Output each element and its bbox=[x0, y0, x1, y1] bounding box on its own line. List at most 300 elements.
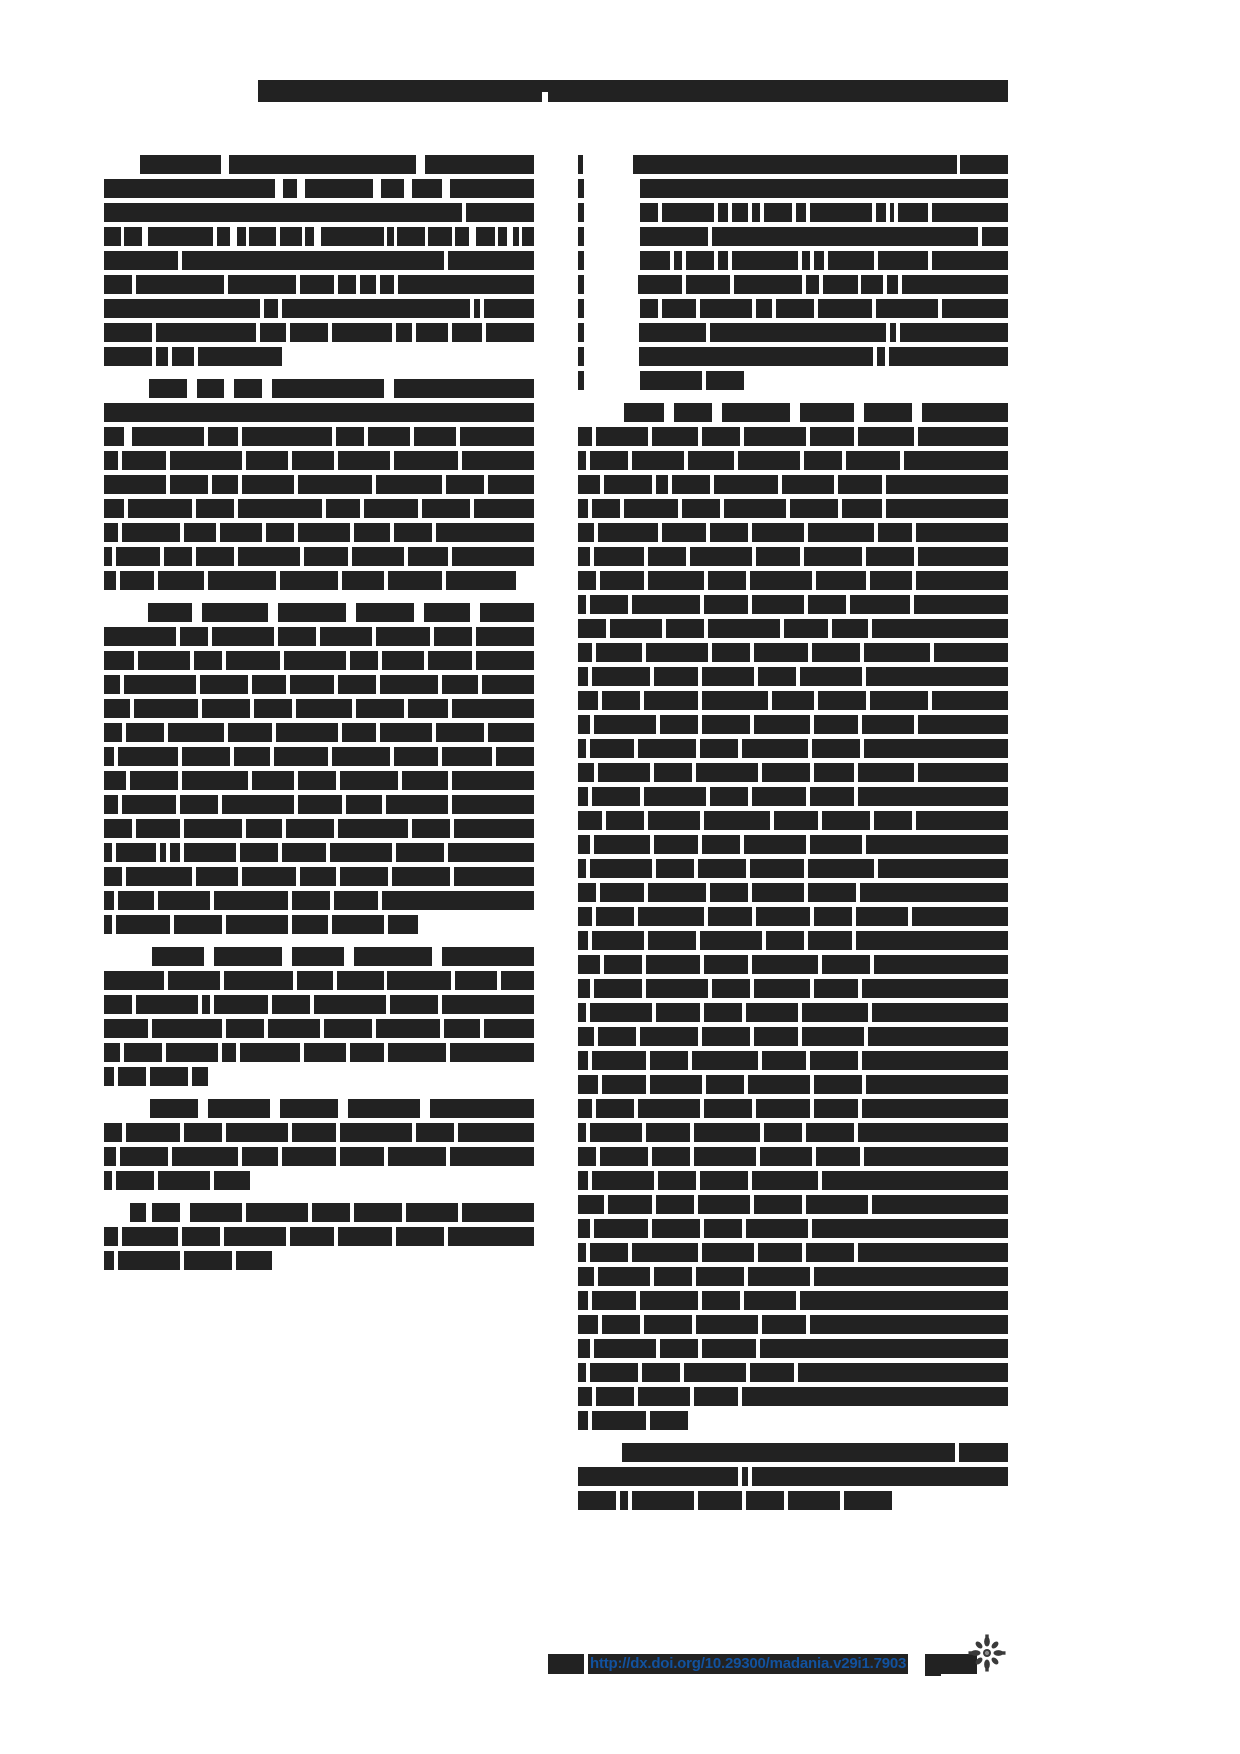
redacted-word bbox=[598, 1267, 650, 1286]
redacted-word bbox=[578, 1195, 604, 1214]
redacted-word bbox=[810, 1315, 862, 1334]
redacted-word bbox=[578, 475, 600, 494]
redacted-line bbox=[104, 499, 534, 518]
redacted-word bbox=[912, 907, 960, 926]
redacted-line bbox=[104, 699, 534, 718]
redacted-word bbox=[578, 1171, 588, 1190]
redacted-word bbox=[764, 1123, 802, 1142]
redacted-word bbox=[228, 723, 272, 742]
redacted-word bbox=[260, 323, 286, 342]
redacted-word bbox=[578, 1003, 586, 1022]
redacted-word bbox=[394, 379, 534, 398]
redacted-word bbox=[870, 691, 928, 710]
redacted-word bbox=[706, 1075, 744, 1094]
redacted-word bbox=[814, 979, 858, 998]
redacted-word bbox=[292, 451, 334, 470]
redacted-word bbox=[877, 347, 885, 366]
redacted-line bbox=[578, 691, 1008, 710]
redacted-word bbox=[756, 907, 810, 926]
redacted-word bbox=[932, 251, 970, 270]
redacted-word bbox=[104, 1171, 112, 1190]
redacted-word bbox=[808, 1387, 1008, 1406]
redacted-word bbox=[918, 427, 966, 446]
redacted-word bbox=[590, 1003, 652, 1022]
redacted-line bbox=[104, 475, 534, 494]
redacted-word bbox=[638, 1387, 690, 1406]
redacted-word bbox=[732, 203, 748, 222]
redacted-word bbox=[412, 179, 442, 198]
redacted-word bbox=[196, 499, 234, 518]
redacted-word bbox=[522, 323, 534, 342]
redacted-word bbox=[510, 251, 534, 270]
redacted-word bbox=[804, 547, 862, 566]
redacted-line bbox=[578, 787, 1008, 806]
redacted-word bbox=[702, 1027, 750, 1046]
redacted-word bbox=[856, 1219, 1008, 1238]
redacted-line bbox=[104, 547, 534, 566]
redacted-word bbox=[396, 323, 412, 342]
word-gap bbox=[584, 275, 638, 294]
doi-link[interactable]: http://dx.doi.org/10.29300/madania.v29i1.7903 bbox=[590, 1655, 907, 1672]
redacted-word bbox=[598, 523, 658, 542]
redacted-word bbox=[104, 499, 124, 518]
redacted-word bbox=[656, 859, 694, 878]
redacted-word bbox=[602, 1315, 640, 1334]
redacted-word bbox=[118, 1067, 146, 1086]
redacted-word bbox=[662, 203, 714, 222]
redacted-word bbox=[650, 1051, 688, 1070]
redacted-word bbox=[354, 1203, 402, 1222]
redacted-word bbox=[342, 723, 376, 742]
redacted-word bbox=[638, 1099, 700, 1118]
redacted-word bbox=[252, 675, 286, 694]
redacted-word bbox=[164, 547, 192, 566]
redacted-word bbox=[918, 763, 962, 782]
word-gap bbox=[584, 179, 640, 198]
redacted-word bbox=[158, 891, 210, 910]
redacted-word bbox=[152, 1019, 222, 1038]
redacted-word bbox=[864, 1147, 902, 1166]
redacted-word bbox=[752, 955, 818, 974]
redacted-word bbox=[746, 1491, 784, 1510]
redacted-word bbox=[1000, 179, 1008, 198]
redacted-word bbox=[182, 1227, 220, 1246]
redacted-line bbox=[578, 1467, 1008, 1486]
footer-left-redaction bbox=[548, 1654, 584, 1674]
redacted-word bbox=[486, 323, 522, 342]
redacted-line bbox=[104, 299, 534, 318]
redacted-word bbox=[578, 595, 586, 614]
redacted-word bbox=[332, 747, 390, 766]
redacted-word bbox=[858, 1267, 1008, 1286]
redacted-word bbox=[876, 299, 938, 318]
redacted-word bbox=[134, 699, 198, 718]
redacted-word bbox=[944, 475, 1008, 494]
redacted-word bbox=[458, 1123, 510, 1142]
redacted-word bbox=[760, 1339, 808, 1358]
redacted-word bbox=[776, 299, 814, 318]
word-gap bbox=[142, 227, 149, 246]
redacted-word bbox=[184, 843, 236, 862]
redacted-word bbox=[278, 603, 346, 622]
redacted-word bbox=[864, 643, 930, 662]
redacted-word bbox=[916, 811, 966, 830]
redacted-word bbox=[394, 523, 432, 542]
redacted-word bbox=[966, 811, 1008, 830]
redacted-word bbox=[304, 1043, 346, 1062]
redacted-word bbox=[578, 571, 596, 590]
redacted-word bbox=[578, 667, 588, 686]
redacted-word bbox=[122, 795, 176, 814]
redacted-word bbox=[466, 203, 534, 222]
redacted-word bbox=[690, 547, 752, 566]
redacted-word bbox=[126, 723, 164, 742]
redacted-word bbox=[228, 275, 296, 294]
redacted-word bbox=[524, 403, 534, 422]
redacted-word bbox=[168, 971, 220, 990]
redacted-word bbox=[462, 451, 510, 470]
redacted-word bbox=[394, 747, 438, 766]
redacted-word bbox=[916, 571, 970, 590]
redacted-word bbox=[578, 1291, 588, 1310]
redacted-word bbox=[436, 251, 444, 270]
redacted-line bbox=[578, 1027, 1008, 1046]
redacted-word bbox=[500, 795, 534, 814]
redacted-word bbox=[104, 971, 164, 990]
redacted-word bbox=[242, 475, 294, 494]
redacted-word bbox=[592, 787, 640, 806]
redacted-word bbox=[396, 1227, 444, 1246]
redacted-line bbox=[104, 1203, 534, 1222]
redacted-word bbox=[578, 643, 592, 662]
redacted-word bbox=[808, 859, 874, 878]
redacted-word bbox=[578, 979, 590, 998]
word-gap bbox=[373, 179, 381, 198]
redacted-word bbox=[184, 819, 242, 838]
redacted-word bbox=[436, 723, 484, 742]
redacted-word bbox=[896, 1243, 1008, 1262]
redacted-word bbox=[742, 1387, 808, 1406]
redacted-word bbox=[336, 427, 364, 446]
redacted-word bbox=[452, 699, 504, 718]
redacted-word bbox=[104, 675, 120, 694]
redacted-word bbox=[376, 627, 430, 646]
redacted-word bbox=[266, 523, 294, 542]
word-gap bbox=[414, 603, 424, 622]
redacted-word bbox=[444, 1019, 480, 1038]
redacted-word bbox=[746, 1219, 808, 1238]
redacted-word bbox=[200, 675, 248, 694]
redacted-word bbox=[148, 227, 213, 246]
redacted-word bbox=[460, 427, 508, 446]
redacted-word bbox=[126, 1123, 180, 1142]
redacted-word bbox=[182, 251, 436, 270]
redacted-word bbox=[910, 1195, 1008, 1214]
redacted-word bbox=[104, 891, 114, 910]
redacted-word bbox=[702, 715, 750, 734]
redacted-word bbox=[118, 891, 154, 910]
redacted-line bbox=[104, 1099, 534, 1118]
redacted-word bbox=[602, 691, 640, 710]
redacted-word bbox=[242, 867, 296, 886]
redacted-word bbox=[652, 1147, 690, 1166]
redacted-word bbox=[748, 1075, 810, 1094]
word-gap bbox=[297, 179, 305, 198]
redacted-word bbox=[104, 427, 124, 446]
redacted-word bbox=[814, 1099, 858, 1118]
redacted-word bbox=[104, 627, 176, 646]
redacted-word bbox=[104, 475, 166, 494]
redacted-word bbox=[128, 499, 192, 518]
redacted-word bbox=[802, 1027, 864, 1046]
redacted-word bbox=[436, 523, 494, 542]
redacted-paragraph bbox=[578, 403, 1008, 1430]
redacted-line bbox=[578, 979, 1008, 998]
redacted-word bbox=[718, 203, 728, 222]
word-gap bbox=[314, 227, 321, 246]
redacted-line bbox=[578, 427, 1008, 446]
redacted-word bbox=[104, 179, 268, 198]
redacted-word bbox=[388, 571, 442, 590]
redacted-word bbox=[380, 723, 432, 742]
redacted-word bbox=[698, 1491, 742, 1510]
redacted-word bbox=[149, 379, 186, 398]
redacted-word bbox=[646, 643, 708, 662]
redacted-word bbox=[710, 883, 748, 902]
redacted-word bbox=[220, 523, 262, 542]
redacted-word bbox=[814, 763, 854, 782]
redacted-word bbox=[914, 835, 1008, 854]
redacted-word bbox=[806, 1195, 868, 1214]
redacted-word bbox=[324, 1019, 372, 1038]
redacted-word bbox=[578, 1315, 598, 1334]
redacted-word bbox=[818, 691, 866, 710]
redacted-line bbox=[104, 603, 534, 622]
redacted-word bbox=[217, 227, 231, 246]
redacted-line bbox=[104, 571, 534, 590]
redacted-word bbox=[746, 1003, 798, 1022]
redacted-word bbox=[598, 1027, 636, 1046]
redacted-word bbox=[104, 795, 118, 814]
redacted-word bbox=[424, 603, 470, 622]
redacted-line bbox=[578, 1363, 1008, 1382]
redacted-word bbox=[124, 675, 196, 694]
redacted-word bbox=[640, 1291, 698, 1310]
redacted-word bbox=[482, 675, 528, 694]
redacted-word bbox=[168, 723, 224, 742]
redacted-word bbox=[397, 227, 424, 246]
redacted-word bbox=[376, 475, 442, 494]
redacted-word bbox=[750, 571, 812, 590]
word-gap bbox=[664, 403, 674, 422]
redacted-word bbox=[578, 619, 606, 638]
word-gap bbox=[338, 1099, 348, 1118]
redacted-word bbox=[442, 747, 492, 766]
redacted-word bbox=[662, 523, 706, 542]
redacted-word bbox=[610, 619, 662, 638]
redacted-paragraph bbox=[104, 379, 534, 590]
line-indent bbox=[104, 1099, 150, 1118]
redacted-word bbox=[332, 323, 392, 342]
left-column bbox=[104, 155, 534, 1445]
redacted-line bbox=[104, 1067, 534, 1086]
redacted-word bbox=[902, 275, 1008, 294]
redacted-line bbox=[578, 155, 1008, 174]
redacted-word bbox=[124, 227, 141, 246]
redacted-word bbox=[902, 1147, 1008, 1166]
redacted-word bbox=[750, 1363, 794, 1382]
redacted-word bbox=[922, 403, 960, 422]
redacted-word bbox=[196, 547, 234, 566]
redacted-line bbox=[578, 227, 1008, 246]
redacted-word bbox=[866, 1075, 922, 1094]
redacted-word bbox=[744, 835, 806, 854]
redacted-word bbox=[772, 691, 814, 710]
redacted-word bbox=[494, 523, 534, 542]
redacted-word bbox=[1004, 227, 1008, 246]
redacted-word bbox=[124, 1043, 162, 1062]
right-column bbox=[578, 155, 1008, 1445]
redacted-word bbox=[640, 371, 702, 390]
redacted-word bbox=[340, 867, 388, 886]
redacted-word bbox=[334, 891, 378, 910]
redacted-word bbox=[860, 883, 922, 902]
redacted-line bbox=[578, 1147, 1008, 1166]
redacted-word bbox=[642, 1363, 680, 1382]
word-gap bbox=[346, 603, 356, 622]
redacted-word bbox=[138, 651, 190, 670]
redacted-word bbox=[118, 747, 178, 766]
redacted-word bbox=[208, 1099, 270, 1118]
redacted-word bbox=[172, 347, 194, 366]
redacted-word bbox=[672, 475, 710, 494]
redacted-word bbox=[654, 1267, 692, 1286]
redacted-word bbox=[442, 675, 478, 694]
redacted-word bbox=[876, 203, 886, 222]
redacted-word bbox=[814, 251, 824, 270]
redacted-word bbox=[578, 811, 602, 830]
redacted-word bbox=[866, 547, 914, 566]
redacted-word bbox=[788, 1491, 840, 1510]
redacted-word bbox=[454, 867, 516, 886]
redacted-word bbox=[700, 739, 738, 758]
redacted-word bbox=[962, 763, 1008, 782]
redacted-word bbox=[504, 843, 534, 862]
redacted-word bbox=[197, 379, 225, 398]
redacted-word bbox=[638, 275, 682, 294]
redacted-line bbox=[104, 1171, 534, 1190]
redacted-line bbox=[578, 547, 1008, 566]
word-gap bbox=[854, 403, 864, 422]
redacted-word bbox=[508, 427, 534, 446]
redacted-word bbox=[578, 499, 588, 518]
word-gap bbox=[790, 403, 800, 422]
redacted-word bbox=[578, 1123, 586, 1142]
redacted-line bbox=[578, 203, 1008, 222]
redacted-word bbox=[596, 907, 634, 926]
redacted-word bbox=[822, 811, 870, 830]
redacted-word bbox=[782, 475, 834, 494]
redacted-word bbox=[698, 1195, 750, 1214]
redacted-word bbox=[338, 275, 356, 294]
redacted-word bbox=[590, 1123, 642, 1142]
redacted-word bbox=[810, 1051, 858, 1070]
redacted-word bbox=[874, 955, 926, 974]
redacted-word bbox=[104, 403, 524, 422]
redacted-word bbox=[104, 1067, 114, 1086]
redacted-word bbox=[104, 227, 121, 246]
redacted-word bbox=[823, 275, 858, 294]
redacted-word bbox=[116, 843, 156, 862]
redacted-word bbox=[650, 1075, 702, 1094]
redacted-line bbox=[104, 523, 534, 542]
redacted-word bbox=[942, 299, 990, 318]
redacted-word bbox=[750, 859, 804, 878]
redacted-word bbox=[804, 451, 842, 470]
redacted-word bbox=[290, 1227, 334, 1246]
redacted-word bbox=[292, 947, 344, 966]
redacted-word bbox=[952, 203, 1008, 222]
redacted-word bbox=[784, 619, 828, 638]
redacted-word bbox=[578, 1219, 590, 1238]
redacted-word bbox=[454, 819, 508, 838]
redacted-word bbox=[644, 1315, 692, 1334]
redacted-word bbox=[530, 723, 534, 742]
redacted-word bbox=[104, 995, 132, 1014]
redacted-word bbox=[388, 915, 418, 934]
redacted-word bbox=[226, 651, 280, 670]
redacted-word bbox=[170, 451, 242, 470]
redacted-word bbox=[960, 155, 1008, 174]
redacted-word bbox=[640, 1027, 698, 1046]
redacted-word bbox=[596, 1387, 634, 1406]
redacted-word bbox=[428, 227, 452, 246]
redacted-word bbox=[132, 427, 204, 446]
redacted-line bbox=[578, 1195, 1008, 1214]
redacted-line bbox=[578, 523, 1008, 542]
redacted-word bbox=[592, 1411, 646, 1430]
redacted-paragraph bbox=[104, 1099, 534, 1190]
redacted-word bbox=[120, 571, 154, 590]
redacted-line bbox=[104, 179, 534, 198]
redacted-word bbox=[116, 1171, 154, 1190]
redacted-word bbox=[498, 227, 507, 246]
redacted-word bbox=[222, 795, 294, 814]
redacted-word bbox=[454, 203, 462, 222]
redacted-word bbox=[708, 907, 752, 926]
redacted-line bbox=[578, 643, 1008, 662]
redacted-line bbox=[578, 1291, 1008, 1310]
redacted-word bbox=[501, 971, 534, 990]
redacted-line bbox=[578, 251, 1008, 270]
redacted-word bbox=[380, 275, 394, 294]
redacted-word bbox=[748, 1267, 810, 1286]
redacted-line bbox=[104, 451, 534, 470]
redacted-word bbox=[754, 1027, 798, 1046]
redacted-line bbox=[104, 1019, 534, 1038]
redacted-word bbox=[283, 179, 297, 198]
redacted-word bbox=[578, 715, 590, 734]
redacted-word bbox=[326, 499, 360, 518]
redacted-word bbox=[850, 595, 910, 614]
redacted-word bbox=[524, 475, 534, 494]
redacted-word bbox=[954, 451, 1008, 470]
redacted-word bbox=[822, 1171, 866, 1190]
redacted-word bbox=[450, 1043, 496, 1062]
redacted-line bbox=[578, 1411, 1008, 1430]
redacted-word bbox=[152, 947, 204, 966]
redacted-word bbox=[912, 979, 1008, 998]
